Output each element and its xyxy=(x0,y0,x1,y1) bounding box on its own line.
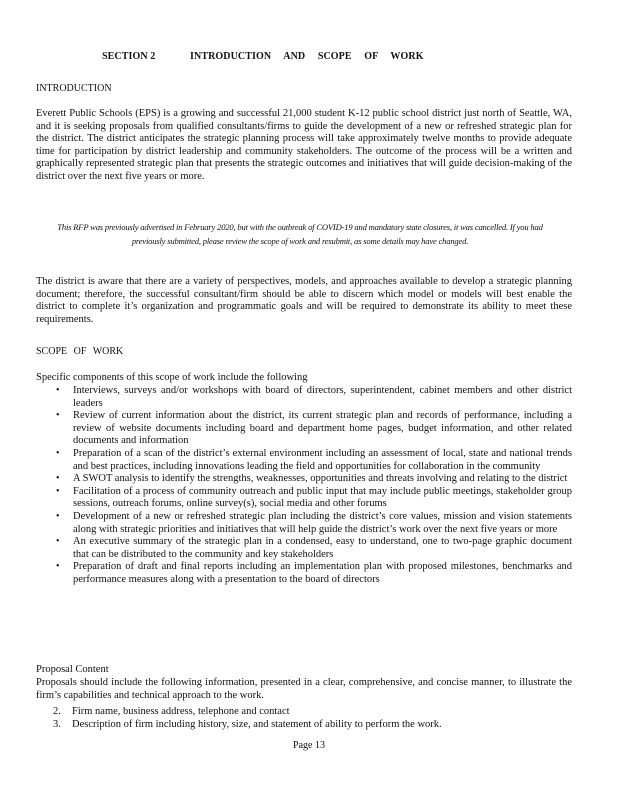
list-item: • Review of current information about the district, its current strategic plan and records of performance, including a review of website documents including board and department home pages, budget information, and other related documents and information xyxy=(56,410,572,447)
bullet-icon: • xyxy=(56,561,60,573)
section-number: SECTION 2 xyxy=(102,51,156,62)
scope-bullet-list xyxy=(36,385,572,587)
introduction-heading: INTRODUCTION xyxy=(36,83,112,94)
list-item: • Interviews, surveys and/or workshops with board of directors, superintendent, cabinet members and other district leaders xyxy=(56,385,572,409)
list-item: • A SWOT analysis to identify the strengths, weaknesses, opportunities and threats involving and relating to the district xyxy=(56,473,568,485)
proposal-content-heading: Proposal Content xyxy=(36,664,109,675)
bullet-icon: • xyxy=(56,510,60,522)
section-title: INTRODUCTION AND SCOPE OF WORK xyxy=(190,51,424,62)
bullet-icon: • xyxy=(56,447,60,459)
bullet-icon: • xyxy=(56,485,60,497)
bullet-icon: • xyxy=(56,536,60,548)
list-item: • An executive summary of the strategic plan in a condensed, easy to understand, one to two-page graphic document that can be distributed to the community and key stakeholders xyxy=(56,536,572,560)
page-number: Page 13 xyxy=(293,740,325,751)
list-item: 2. Firm name, business address, telephone and contact xyxy=(53,706,290,717)
list-item: • Development of a new or refreshed strategic plan including the district’s core values, mission and vision statements along with strategic priorities and initiatives that will help guide the district’s work over the next five years or more xyxy=(56,510,572,535)
proposal-content-paragraph: Proposals should include the following information, presented in a clear, comprehensive, and concise manner, to illustrate the firm’s capabilities and technical approach to the work. xyxy=(36,677,572,701)
list-item: 3. Description of firm including history, size, and statement of ability to perform the work. xyxy=(53,718,442,730)
approach-paragraph: The district is aware that there are a variety of perspectives, models, and approaches available to develop a strategic planning document; therefore, the successful consultant/firm should be able to discern which model or models will best enable the district to complete it’s organization and programmatic goals and will be required to demonstrate its ability to meet these requirements. xyxy=(36,276,572,325)
bullet-icon: • xyxy=(56,410,60,422)
list-number: 3. xyxy=(53,718,61,730)
bullet-icon: • xyxy=(56,385,60,396)
proposal-numbered-list xyxy=(36,706,572,731)
bullet-icon: • xyxy=(56,473,60,485)
list-item: • Preparation of a scan of the district’s external environment including an assessment of local, state and national trends and best practices, including innovations leading the field and opportunities for collaboration in the community xyxy=(56,447,572,472)
list-item: • Facilitation of a process of community outreach and public input that may include public meetings, stakeholder group sessions, outreach forums, online survey(s), social media and other forums xyxy=(56,485,572,510)
scope-intro: Specific components of this scope of work include the following xyxy=(36,372,308,383)
list-number: 2. xyxy=(53,706,61,717)
rfp-readvertised-note: This RFP was previously advertised in February 2020, but with the outbreak of COVID-19 and mandatory state closures, it was cancelled. If you had previously submitted, please review the scope of work and resubmit, as some details may have changed. xyxy=(57,222,543,246)
introduction-paragraph: Everett Public Schools (EPS) is a growing and successful 21,000 student K-12 public school district just north of Seattle, WA, and it is seeking proposals from qualified consultants/firms to guide the development of a new or refreshed strategic plan for the district. The district anticipates the strategic planning process will take approximately twelve months to provide adequate time for participation by district leadership and community stakeholders. The outcome of the process will be a written and graphically represented strategic plan that presents the strategic outcomes and initiatives that will guide decision-making of the district over the next five years or more. xyxy=(36,108,572,182)
scope-heading: SCOPE OF WORK xyxy=(36,346,124,357)
list-item: • Preparation of draft and final reports including an implementation plan with proposed milestones, benchmarks and performance measures along with a presentation to the board of directors xyxy=(56,561,572,585)
